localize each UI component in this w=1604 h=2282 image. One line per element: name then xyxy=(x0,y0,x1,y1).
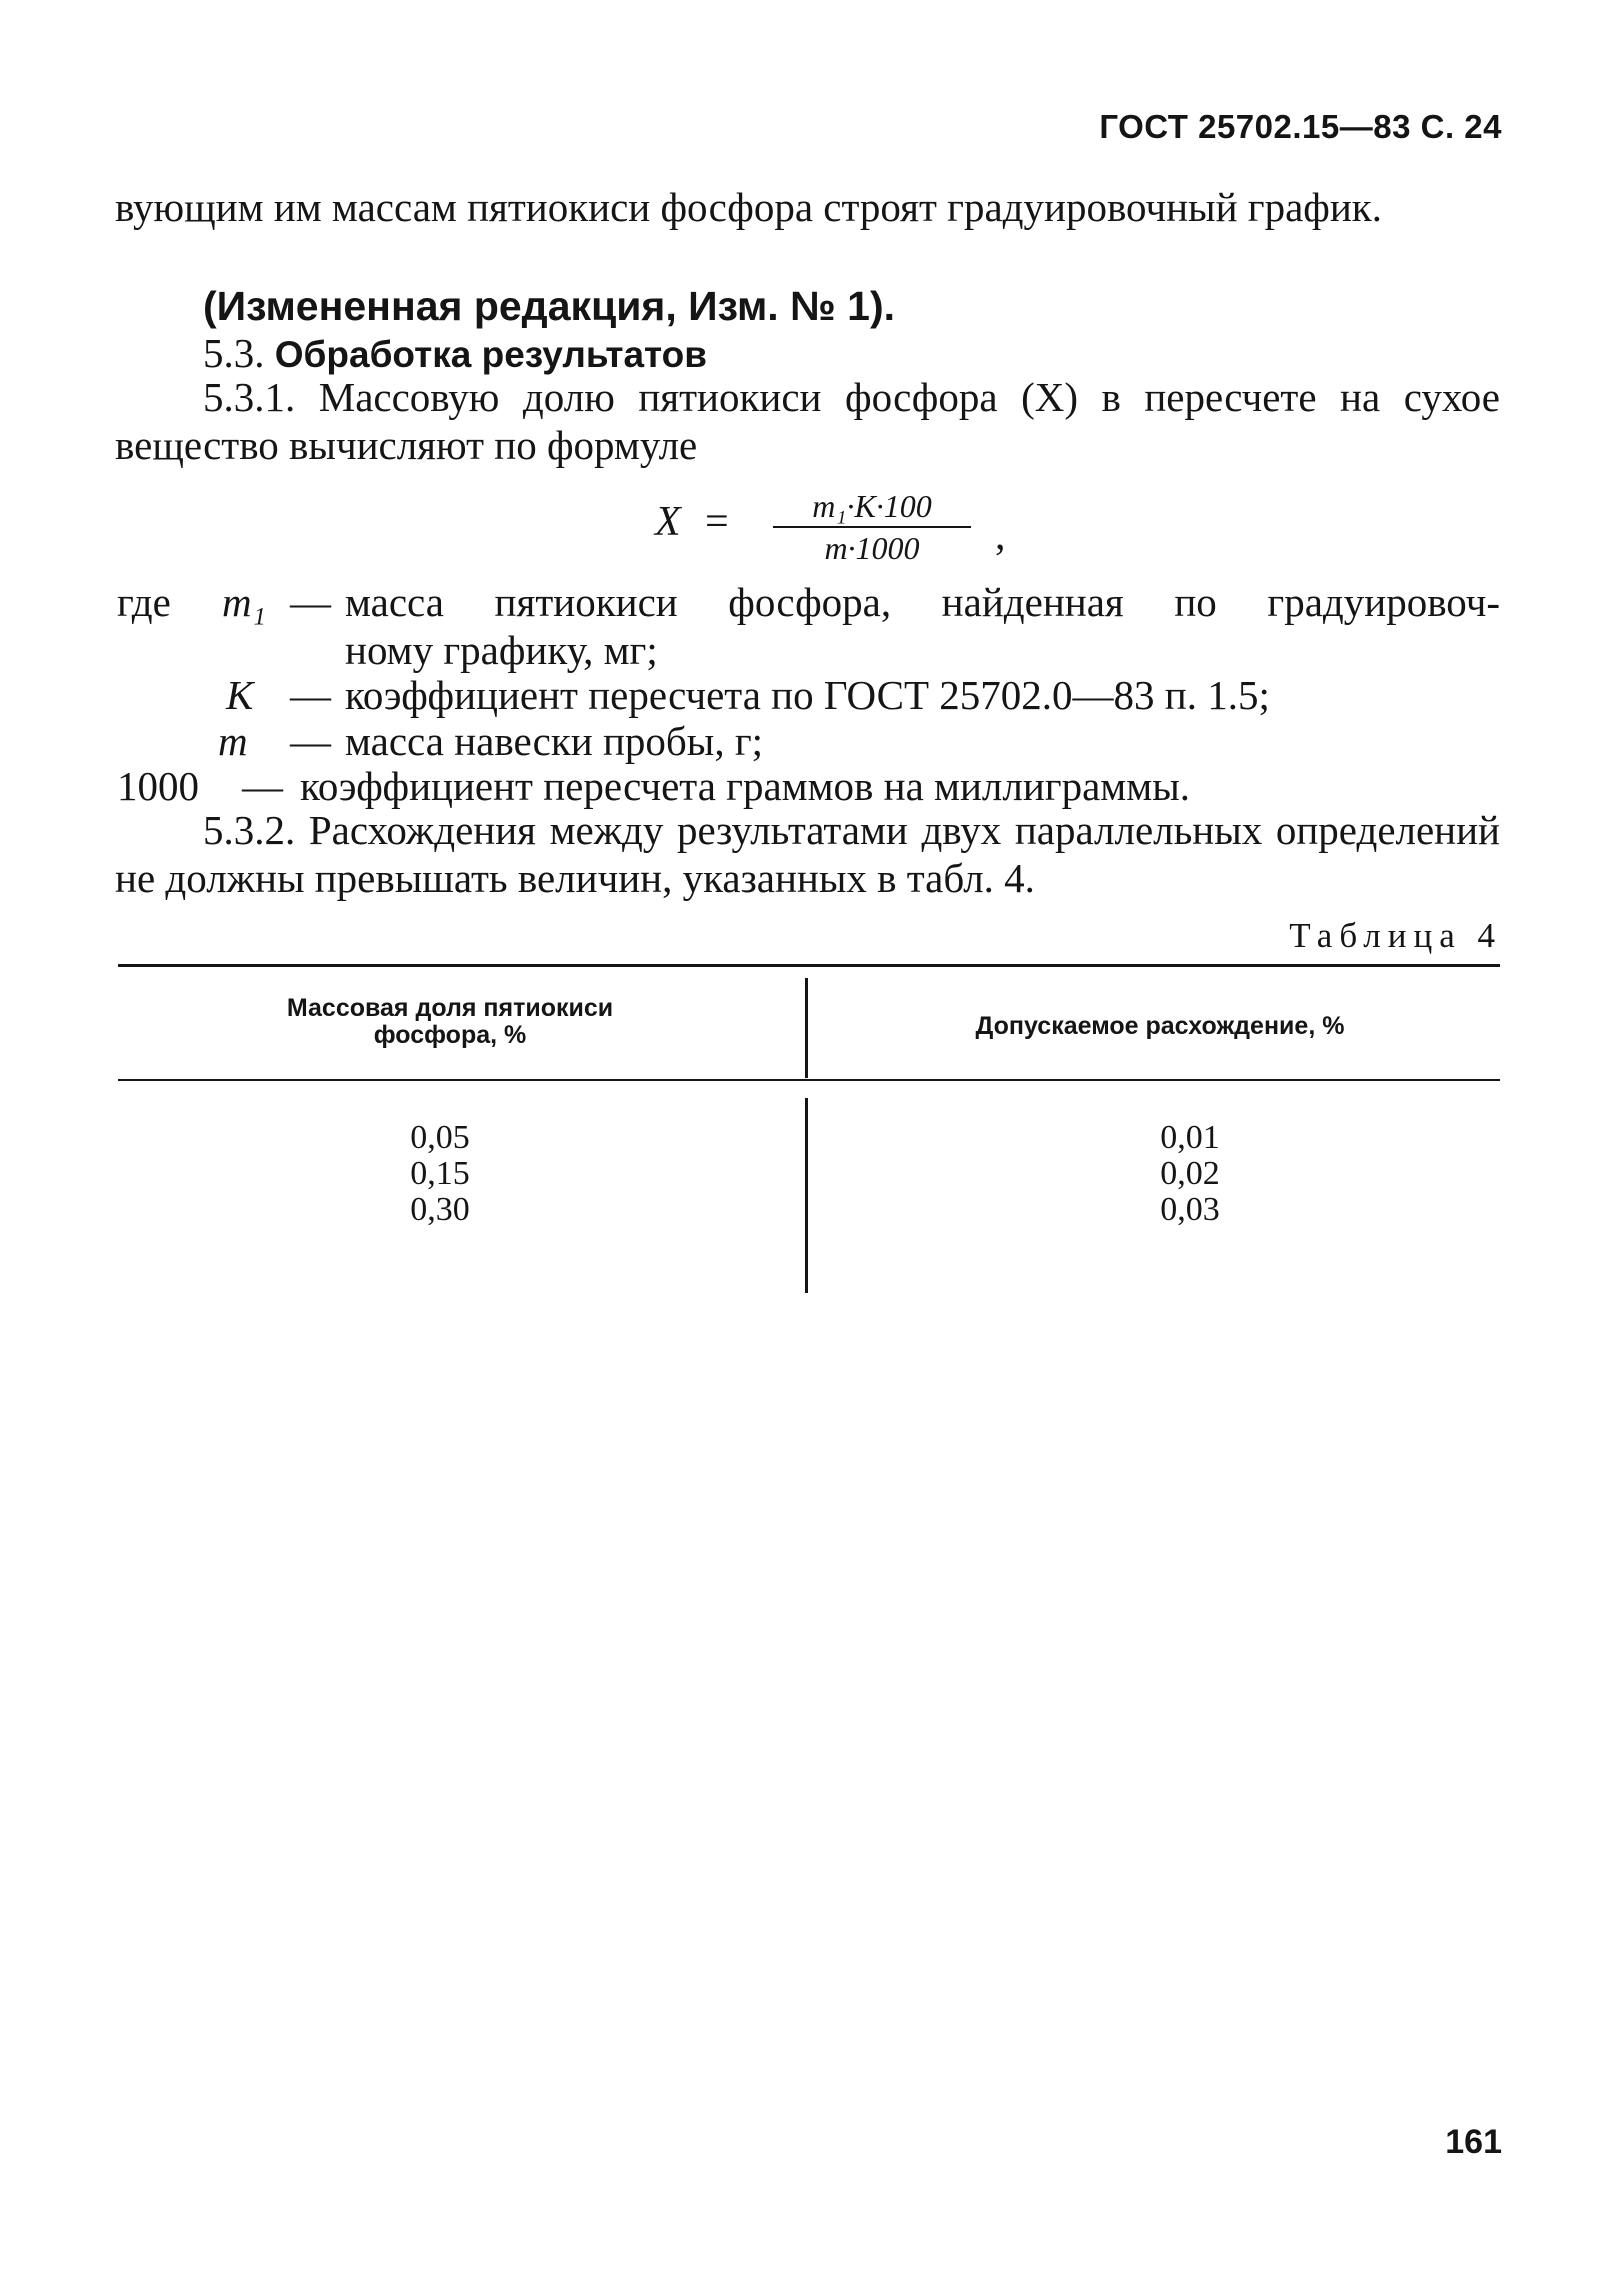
definition-text-m: масса навески пробы, г; xyxy=(345,718,764,764)
fraction-bar xyxy=(773,526,971,528)
definition-symbol-m1: m₁ xyxy=(222,579,266,625)
formula-fraction xyxy=(773,488,971,566)
definition-text-k: коэффициент пересчета по ГОСТ 25702.0—83 п. 1.5; xyxy=(345,672,1270,718)
paragraph-5-3-2: 5.3.2. Расхождения между результатами двух параллельных определений не должны превышать величин, указанных в табл. 4. xyxy=(115,807,1500,901)
definition-symbol-m: m xyxy=(218,718,248,764)
running-head: ГОСТ 25702.15—83 С. 24 xyxy=(1099,108,1502,145)
table-cell: 0,02 xyxy=(1160,1155,1220,1192)
definition-dash: — xyxy=(242,763,283,809)
definition-dash: — xyxy=(290,718,331,764)
table-caption: Таблица 4 xyxy=(1289,916,1502,955)
formula-comma: , xyxy=(995,513,1006,559)
table-cell: 0,01 xyxy=(1160,1119,1220,1156)
definition-text-1000: коэффициент пересчета граммов на миллиграммы. xyxy=(300,763,1190,809)
page-number: 161 xyxy=(1445,2123,1502,2161)
table-column-tolerance xyxy=(1090,1120,1290,1228)
definition-symbol-k: K xyxy=(226,672,254,718)
table-header-tolerance: Допускаемое расхождение, % xyxy=(975,1012,1345,1040)
formula-lhs: X xyxy=(655,499,681,545)
table-header-divider xyxy=(805,978,808,1078)
formula xyxy=(655,488,1055,568)
section-title: Обработка результатов xyxy=(274,334,708,375)
definition-symbol-1000: 1000 xyxy=(117,763,199,809)
table-cell: 0,03 xyxy=(1160,1191,1220,1228)
definition-text-m1-line2: ному графику, мг; xyxy=(345,627,658,673)
table-top-rule xyxy=(118,964,1500,967)
definition-text-m1-line1: масса пятиокиси фосфора, найденная по градуировоч- xyxy=(345,579,1500,625)
table-cell: 0,15 xyxy=(410,1155,470,1192)
formula-denominator: m·1000 xyxy=(824,530,920,566)
paragraph-5-3-1: 5.3.1. Массовую долю пятиокиси фосфора (X) в пересчете на сухое вещество вычисляют по формуле xyxy=(115,374,1500,468)
table-header-rule xyxy=(118,1079,1500,1081)
formula-numerator: m₁·K·100 xyxy=(812,488,932,524)
definition-where: где xyxy=(117,579,171,625)
section-number: 5.3. xyxy=(203,330,265,376)
table-column-mass-fraction xyxy=(340,1120,540,1228)
paragraph-continuation: вующим им массам пятиокиси фосфора строят градуировочный график. xyxy=(115,184,1382,230)
definition-dash: — xyxy=(290,579,331,625)
table-body-divider xyxy=(805,1098,808,1293)
formula-equals: = xyxy=(705,499,729,545)
table-cell: 0,30 xyxy=(410,1191,470,1228)
table-header-mass-fraction: Массовая доля пятиокиси фосфора, % xyxy=(286,994,614,1049)
section-heading xyxy=(203,329,707,377)
definition-dash: — xyxy=(290,672,331,718)
table-cell: 0,05 xyxy=(410,1119,470,1156)
amendment-note: (Измененная редакция, Изм. № 1). xyxy=(203,283,896,329)
